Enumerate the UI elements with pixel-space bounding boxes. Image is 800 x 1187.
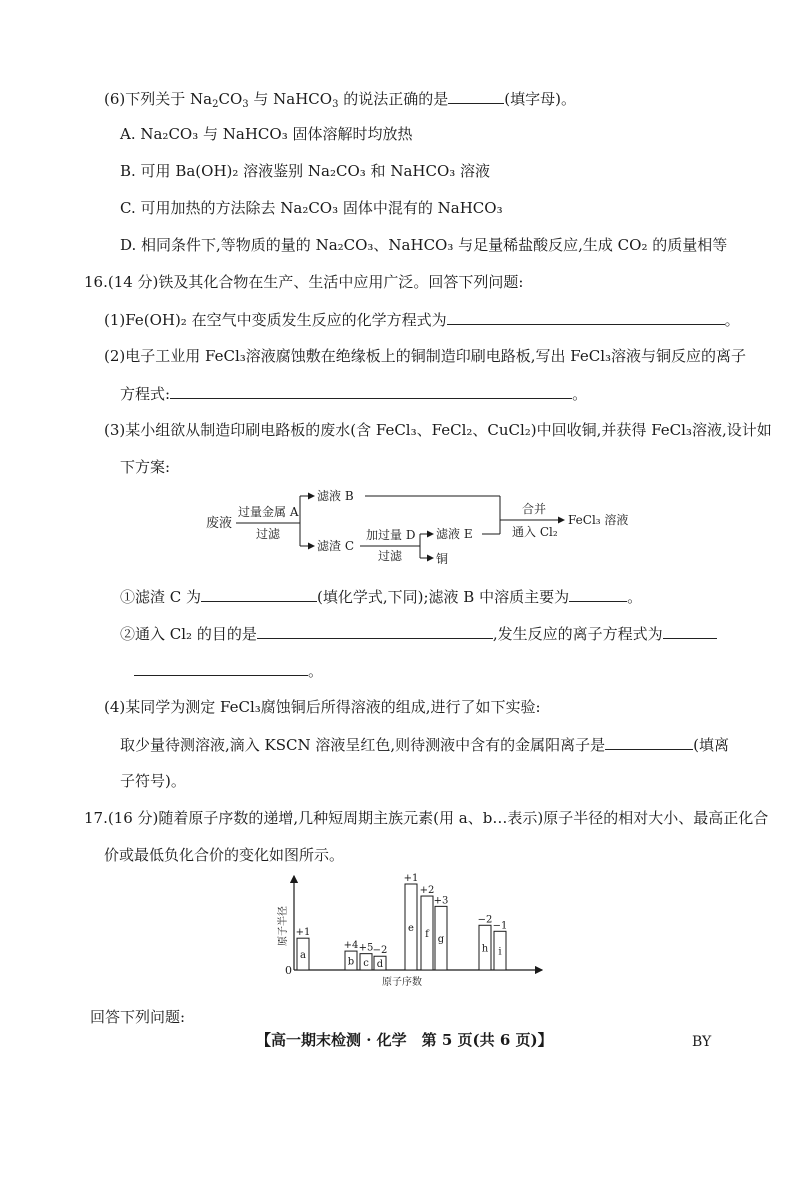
q16-part4-line3: 子符号)。 [120, 772, 186, 790]
flow-filtrate-b: 滤液 B [317, 489, 354, 503]
answer-blank[interactable] [447, 309, 725, 325]
valence-label-i: −1 [492, 920, 508, 932]
page-footer: 【高一期末检测 · 化学 第 5 页(共 6 页)】 [256, 1031, 553, 1049]
flow-cl2: 通入 Cl₂ [512, 525, 558, 539]
flow-merge: 合并 [522, 502, 547, 516]
origin-label: 0 [285, 964, 292, 977]
q17-tail: 回答下列问题: [90, 1008, 186, 1026]
bar-label-b: b [347, 956, 355, 968]
option-b: B. 可用 Ba(OH)₂ 溶液鉴别 Na₂CO₃ 和 NaHCO₃ 溶液 [120, 162, 491, 180]
q16-part3-line1: (3)某小组欲从制造印刷电路板的废水(含 FeCl₃、FeCl₂、CuCl₂)中回收铜,并获得 FeCl₃溶液,设计如 [104, 421, 772, 439]
bar-label-h: h [481, 943, 489, 955]
q16-part2-line2: 方程式: 。 [120, 385, 588, 403]
flow-copper: 铜 [436, 552, 449, 566]
bar-label-a: a [300, 950, 306, 962]
q17-heading-line1: 17.(16 分)随着原子序数的递增,几种短周期主族元素(用 a、b…表示)原子半径的相对大小、最高正化合 [84, 809, 769, 827]
valence-label-a: +1 [295, 927, 311, 939]
flow-step-d: 加过量 D [366, 528, 416, 542]
flow-filter2: 过滤 [378, 549, 403, 563]
paper-code: BY [692, 1034, 712, 1050]
bar-label-i: i [498, 946, 502, 958]
q16-part3-sub2-cont: 。 [134, 660, 323, 681]
answer-blank[interactable] [257, 623, 493, 639]
valence-label-d: −2 [372, 945, 388, 957]
process-flow-diagram [200, 484, 660, 576]
q16-part4-line1: (4)某同学为测定 FeCl₃腐蚀铜后所得溶液的组成,进行了如下实验: [104, 698, 541, 716]
bar-label-f: f [425, 929, 429, 941]
q16-part2-line1: (2)电子工业用 FeCl₃溶液腐蚀敷在绝缘板上的铜制造印刷电路板,写出 FeCl₃溶液与铜反应的离子 [104, 347, 747, 365]
option-a: A. Na₂CO₃ 与 NaHCO₃ 固体溶解时均放热 [120, 125, 413, 143]
x-axis-label: 原子序数 [382, 977, 422, 988]
flow-residue-c: 滤渣 C [317, 539, 354, 553]
q16-part3-sub2: ②通入 Cl₂ 的目的是 ,发生反应的离子方程式为 [120, 623, 717, 644]
q17-heading-line2: 价或最低负化合价的变化如图所示。 [104, 846, 345, 864]
q16-heading: 16.(14 分)铁及其化合物在生产、生活中应用广泛。回答下列问题: [84, 273, 524, 291]
q16-part1: (1)Fe(OH)₂ 在空气中变质发生反应的化学方程式为 。 [104, 311, 740, 329]
q16-part4-line2: 取少量待测溶液,滴入 KSCN 溶液呈红色,则待测液中含有的金属阳离子是 (填离 [120, 736, 730, 754]
bar-label-e: e [408, 923, 414, 934]
q15-6-stem: (6)下列关于 $Na_2CO_3$ 与 NaHCO$_3$ 的说法正确的是 (填字母)。 [104, 90, 576, 110]
bar-label-g: g [437, 934, 445, 946]
valence-label-e: +1 [403, 873, 419, 884]
answer-blank[interactable] [170, 383, 572, 399]
answer-blank[interactable] [663, 623, 717, 639]
answer-blank[interactable] [605, 734, 693, 750]
answer-blank[interactable] [134, 660, 308, 676]
bar-label-c: c [363, 957, 369, 969]
answer-blank[interactable] [569, 586, 627, 602]
q16-part3-line2: 下方案: [120, 458, 171, 476]
valence-label-f: +2 [419, 885, 435, 897]
flow-filtrate-e: 滤液 E [436, 527, 473, 541]
valence-label-h: −2 [477, 914, 493, 926]
flow-waste: 废液 [206, 516, 233, 531]
flow-filter1: 过滤 [256, 527, 281, 541]
valence-label-g: +3 [433, 895, 449, 907]
option-c: C. 可用加热的方法除去 Na₂CO₃ 固体中混有的 NaHCO₃ [120, 199, 503, 217]
answer-blank[interactable] [448, 88, 504, 104]
option-d: D. 相同条件下,等物质的量的 Na₂CO₃、NaHCO₃ 与足量稀盐酸反应,生成 CO₂ 的质量相等 [120, 236, 728, 254]
q16-part3-sub1: ①滤渣 C 为 (填化学式,下同);滤液 B 中溶质主要为 。 [120, 588, 643, 606]
y-axis-label: 原子半径 [278, 906, 289, 946]
bar-label-d: d [376, 959, 384, 971]
valence-label-b: +4 [343, 940, 359, 952]
atomic-radius-chart [272, 870, 562, 1000]
flow-product: FeCl₃ 溶液 [568, 513, 629, 527]
valence-label-c: +5 [358, 942, 374, 954]
answer-blank[interactable] [201, 586, 317, 602]
flow-step-a: 过量金属 A [238, 505, 299, 519]
bars-group [296, 873, 508, 970]
